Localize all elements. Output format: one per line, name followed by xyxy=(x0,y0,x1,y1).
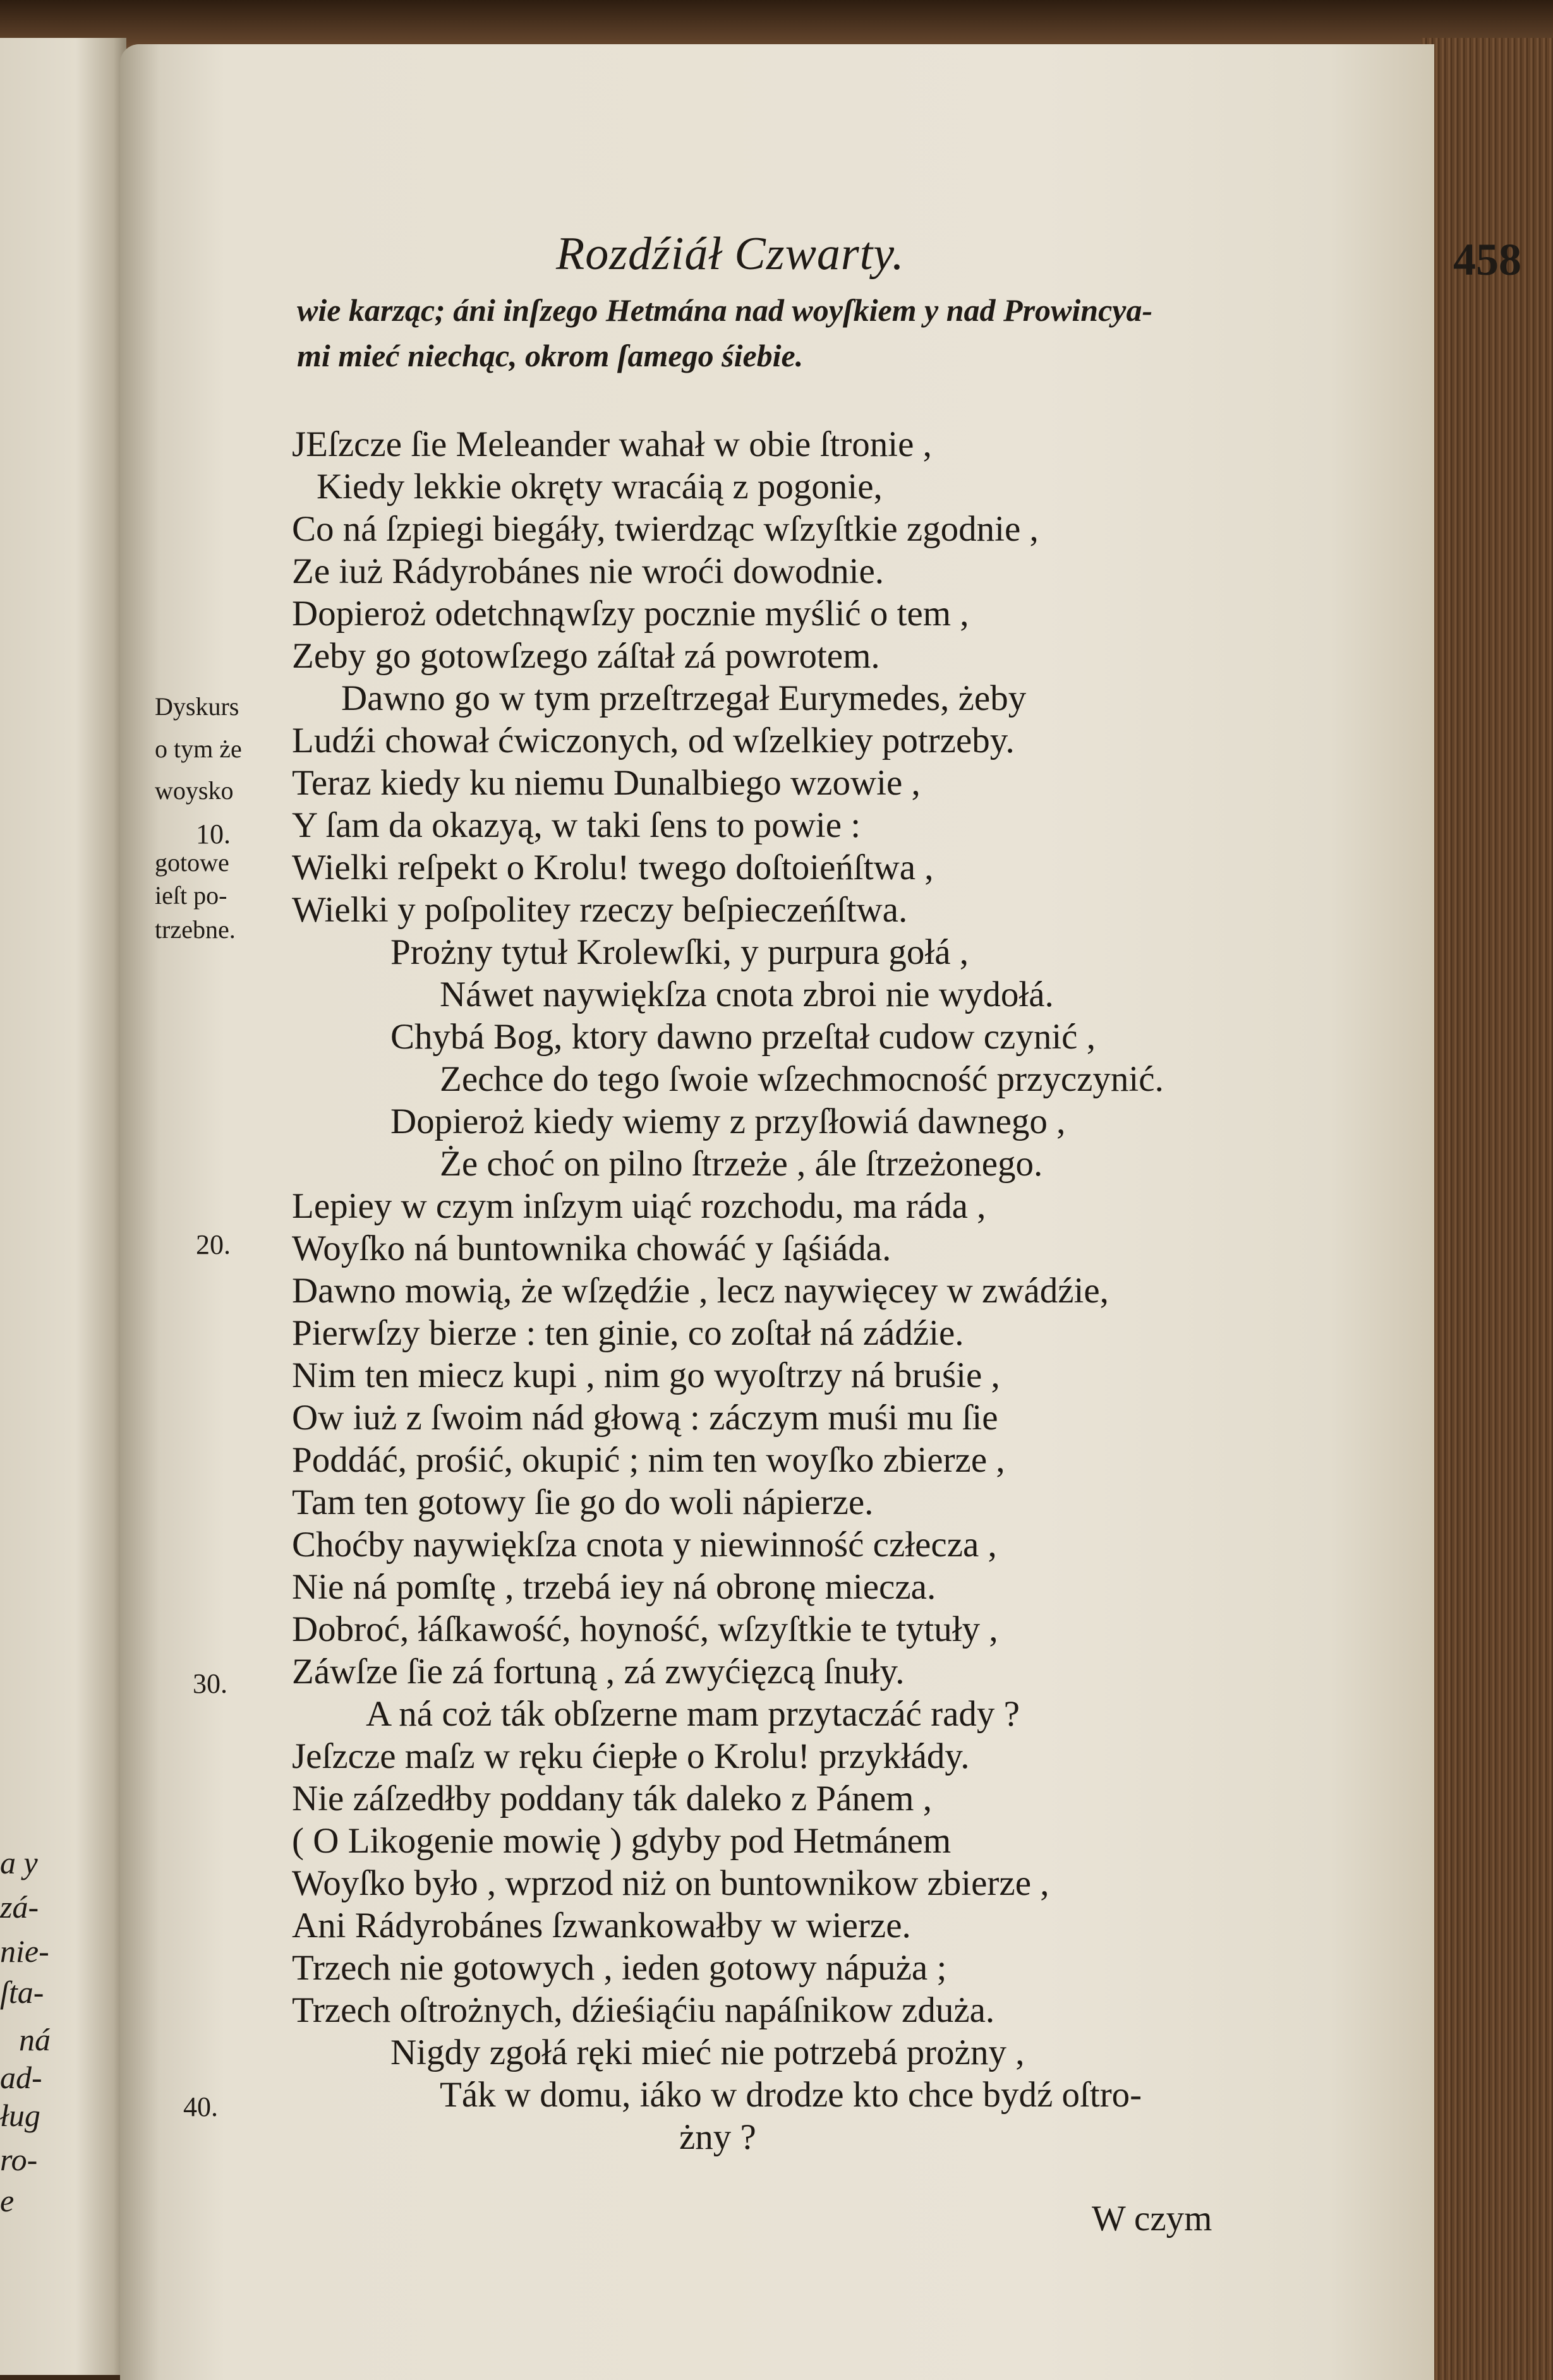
left-page-fragment: a y xyxy=(0,1845,38,1880)
book-top-edge xyxy=(0,0,1553,51)
verse-line: Że choć on pilno ſtrzeże , ále ſtrzeżonego. xyxy=(440,1144,1043,1184)
verse-line: Woyſko ná buntownika chowáć y ſąśiáda. xyxy=(292,1229,891,1268)
left-page-fragment: ług xyxy=(0,2098,40,2133)
verse-line: Dobroć, łáſkawość, hoyność, wſzyſtkie te tytuły , xyxy=(292,1609,998,1649)
verse-line: ( O Likogenie mowię ) gdyby pod Hetmánem xyxy=(292,1821,952,1861)
verse-line: Co ná ſzpiegi biegáły, twierdząc wſzyſtkie zgodnie , xyxy=(292,509,1039,549)
verse-line: Dawno mowią, że wſzędźie , lecz naywięcey w zwádźie, xyxy=(292,1271,1109,1311)
verse-line: Poddáć, prośić, okupić ; nim ten woyſko zbierze , xyxy=(292,1440,1005,1480)
verse-line: Ták w domu, iáko w drodze kto chce bydź oſtro- xyxy=(440,2075,1142,2115)
verse-line: Zechce do tego ſwoie wſzechmocność przyczynić. xyxy=(440,1059,1164,1099)
verse-line: Dopieroż odetchnąwſzy pocznie myślić o tem , xyxy=(292,594,969,634)
verse-line: Teraz kiedy ku niemu Dunalbiego wzowie , xyxy=(292,763,921,803)
margin-note-line: woysko xyxy=(155,776,234,805)
verse-line: żny ? xyxy=(679,2117,756,2157)
chapter-summary-line: wie karząc; áni inſzego Hetmána nad woyſkiem y nad Prowincya- xyxy=(297,292,1153,328)
margin-note-line: o tym że xyxy=(155,735,242,763)
margin-note-line: Dyskurs xyxy=(155,692,239,721)
verse-line: Nim ten miecz kupi , nim go wyoſtrzy ná bruśie , xyxy=(292,1355,1000,1395)
left-page-fragment: zá- xyxy=(0,1889,39,1925)
left-page-fragment: e xyxy=(0,2183,15,2218)
line-number: 40. xyxy=(183,2091,218,2122)
verse-line: Ani Rádyrobánes ſzwankowałby w wierze. xyxy=(292,1906,911,1945)
verse-line: Wielki reſpekt o Krolu! twego doſtoieńſtwa , xyxy=(292,848,934,887)
verse-line: Nie záſzedłby poddany ták daleko z Pánem , xyxy=(292,1779,932,1818)
verse-line: Ow iuż z ſwoim nád głową : záczym muśi mu ſie xyxy=(292,1398,998,1438)
verse-line: Lepiey w czym inſzym uiąć rozchodu, ma ráda , xyxy=(292,1186,986,1226)
margin-note-line: trzebne. xyxy=(155,915,236,944)
line-number: 10. xyxy=(196,819,231,850)
verse-line: Woyſko było , wprzod niż on buntownikow zbierze , xyxy=(292,1863,1049,1903)
verse-line: A ná coż ták obſzerne mam przytaczáć rady ? xyxy=(366,1694,1020,1734)
left-page-fragment: ná xyxy=(19,2022,51,2057)
verse-line: Trzech oſtrożnych, dźieśiąćiu napáſnikow zduża. xyxy=(292,1990,995,2030)
verse-line: Y ſam da okazyą, w taki ſens to powie : xyxy=(292,805,861,845)
verse-line: Choćby naywiękſza cnota y niewinność człecza , xyxy=(292,1525,997,1565)
verse-line: Trzech nie gotowych , ieden gotowy nápuża ; xyxy=(292,1948,947,1988)
verse-line: Zeby go gotowſzego záſtał zá powrotem. xyxy=(292,636,880,676)
verse-line: Dopieroż kiedy wiemy z przyſłowiá dawnego , xyxy=(390,1102,1066,1141)
left-page-fragment: ro- xyxy=(0,2142,38,2177)
line-number: 30. xyxy=(193,1668,227,1699)
verse-line: Pierwſzy bierze : ten ginie, co zoſtał ná zádźie. xyxy=(292,1313,964,1353)
verse-line: Nigdy zgołá ręki mieć nie potrzebá prożny , xyxy=(390,2033,1025,2072)
verse-line: Ze iuż Rádyrobánes nie wroći dowodnie. xyxy=(292,551,885,591)
left-page-fragment: ſta- xyxy=(0,1974,44,2010)
running-title: Rozdźiáł Czwarty. xyxy=(556,228,905,280)
line-number: 20. xyxy=(196,1229,231,1260)
margin-note-line: gotowe xyxy=(155,848,229,877)
verse-line: Nie ná pomſtę , trzebá iey ná obronę miecza. xyxy=(292,1567,936,1607)
left-page-fragment: ad- xyxy=(0,2060,42,2095)
page-number: 458 xyxy=(1453,234,1521,285)
verse-line: Ludźi chował ćwiczonych, od wſzelkiey potrzeby. xyxy=(292,721,1015,760)
verse-line: Kiedy lekkie okręty wracáią z pogonie, xyxy=(317,467,883,507)
verse-line: Záwſze ſie zá fortuną , zá zwyćięzcą ſnuły. xyxy=(292,1652,905,1692)
margin-note-line: ieſt po- xyxy=(155,881,227,910)
verse-line: Jeſzcze maſz w ręku ćiepłe o Krolu! przykłády. xyxy=(292,1736,970,1776)
verse-line: JEſzcze ſie Meleander wahał w obie ſtronie , xyxy=(292,424,932,464)
verse-line: Chybá Bog, ktory dawno przeſtał cudow czynić , xyxy=(390,1017,1096,1057)
verse-line: Náwet naywiękſza cnota zbroi nie wydołá. xyxy=(440,975,1054,1014)
verse-line: Tam ten gotowy ſie go do woli nápierze. xyxy=(292,1482,874,1522)
page-block-edge xyxy=(1422,38,1553,2380)
chapter-summary-line: mi mieć niechąc, okrom ſamego śiebie. xyxy=(297,338,804,373)
catchword: W czym xyxy=(1092,2199,1212,2239)
verse-line: Wielki y poſpolitey rzeczy beſpieczeńſtwa. xyxy=(292,890,908,930)
verse-line: Prożny tytuł Krolewſki, y purpura gołá , xyxy=(390,932,969,972)
left-page-fragment: nie- xyxy=(0,1933,49,1969)
verse-line: Dawno go w tym przeſtrzegał Eurymedes, żeby xyxy=(341,678,1027,718)
